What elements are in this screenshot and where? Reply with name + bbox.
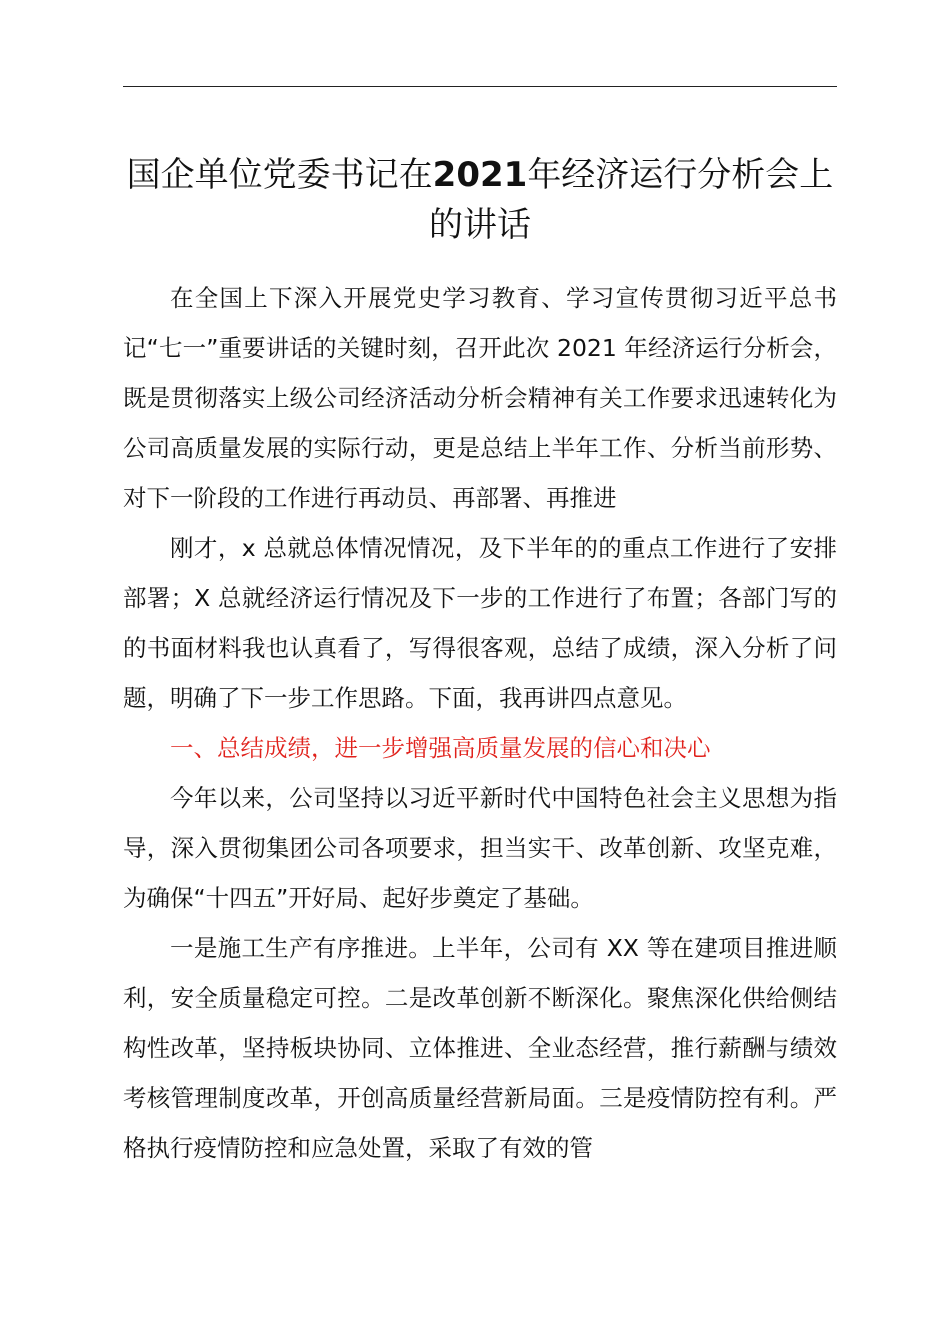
paragraph-section1-intro: 今年以来，公司坚持以习近平新时代中国特色社会主义思想为指导，深入贯彻集团公司各项要求，担当实干、改革创新、攻坚克难，为确保“十四五”开好局、起好步奠定了基础。 <box>123 784 837 912</box>
document-body <box>123 273 837 1173</box>
section-heading-1: 一、总结成绩，进一步增强高质量发展的信心和决心 <box>170 734 711 762</box>
title-year: 2021 <box>432 155 528 195</box>
document-title <box>110 150 850 250</box>
title-part2: 年经济运行分析会上的讲话 <box>429 155 834 245</box>
title-part1: 国企单位党委书记在 <box>126 155 433 195</box>
header-rule <box>123 86 837 87</box>
paragraph-section1-details: 一是施工生产有序推进。上半年，公司有 XX 等在建项目推进顺利，安全质量稳定可控。二是改革创新不断深化。聚焦深化供给侧结构性改革，坚持板块协同、立体推进、全业态经营，推行薪酬与绩效考核管理制度改革，开创高质量经营新局面。三是疫情防控有利。严格执行疫情防控和应急处置，采取了有效的管 <box>123 934 837 1162</box>
paragraph-summary: 刚才，x 总就总体情况情况，及下半年的的重点工作进行了安排部署；X 总就经济运行情况及下一步的工作进行了布置；各部门写的的书面材料我也认真看了，写得很客观，总结了成绩，深入分析了问题，明确了下一步工作思路。下面，我再讲四点意见。 <box>123 534 837 712</box>
paragraph-intro: 在全国上下深入开展党史学习教育、学习宣传贯彻习近平总书记“七一”重要讲话的关键时刻，召开此次 2021 年经济运行分析会，既是贯彻落实上级公司经济活动分析会精神有关工作要求迅速转化为公司高质量发展的实际行动，更是总结上半年工作、分析当前形势、对下一阶段的工作进行再动员、再部署、再推进 <box>123 284 837 512</box>
